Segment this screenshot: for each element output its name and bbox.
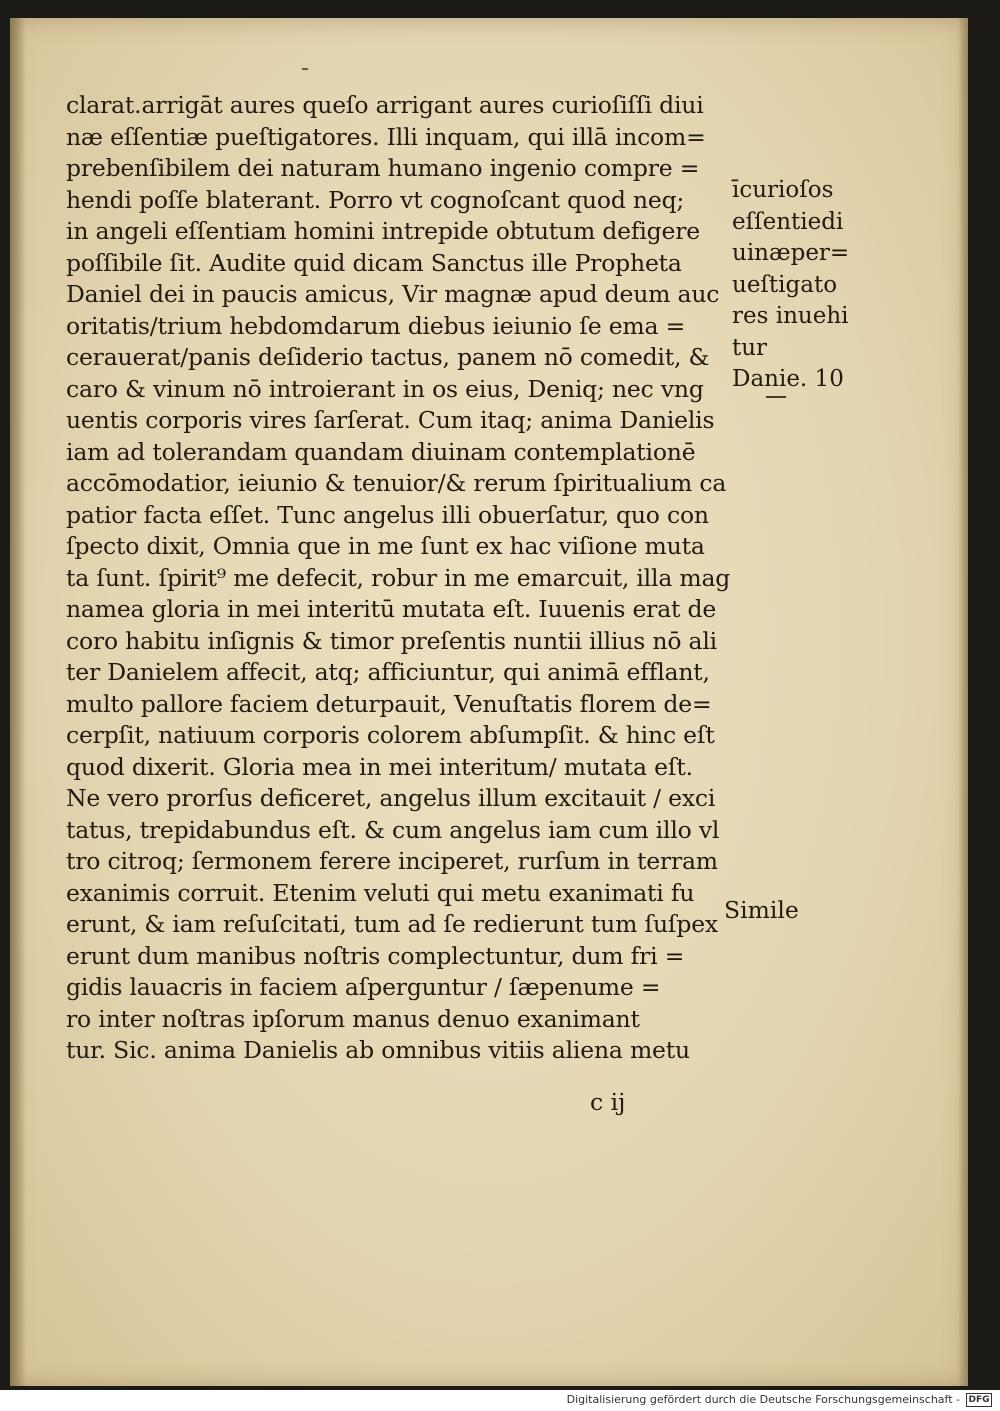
dfg-logo: DFG [966, 1393, 992, 1407]
text-line: exanimis corruit. Etenim veluti qui metu exanimati fu [66, 878, 695, 907]
page-edge-left [10, 18, 26, 1386]
margin-note-line: res inuehi [732, 303, 849, 329]
margin-note-line: uinæper= [732, 240, 850, 266]
text-line: tur. Sic. anima Danielis ab omnibus vitiis aliena metu [66, 1036, 690, 1064]
text-line: erunt, & iam reſuſcitati, tum ad ſe redierunt tum ſuſpex [66, 910, 718, 938]
text-line: Ne vero prorſus deficeret, angelus illum excitauit / exci [66, 784, 716, 812]
text-line: quod dixerit. Gloria mea in mei interitum/ mutata eſt. [66, 752, 693, 781]
signature-mark: c ij [590, 1088, 626, 1116]
margin-notes [732, 175, 860, 398]
text-line: in angeli eſſentiam homini intrepide obtutum defigere [66, 217, 700, 245]
page-edge-right [958, 18, 968, 1386]
text-line: cerauerat/panis deſiderio tactus, panem nō comedit, & [66, 343, 710, 371]
text-line: ſpecto dixit, Omnia que in me ſunt ex hac viſione muta [66, 532, 705, 560]
text-line: uentis corporis vires ſarſerat. Cum itaq; anima Danielis [66, 406, 715, 434]
margin-note-line: eſſentiedi [732, 208, 844, 235]
main-text [66, 90, 738, 1067]
margin-note-line: tur [732, 334, 768, 361]
footer-credit: Digitalisierung gefördert durch die Deutsche Forschungsgemeinschaft - [566, 1393, 960, 1406]
text-line: iam ad tolerandam quandam diuinam contemplationē [66, 437, 696, 466]
text-line: oritatis/trium hebdomdarum diebus ieiunio ſe ema = [66, 311, 686, 340]
margin-note-simile: Simile [724, 896, 799, 924]
text-line: patior facta eſſet. Tunc angelus illi obuerſatur, quo con [66, 500, 709, 529]
text-line: gidis lauacris in faciem aſperguntur / ſæpenume = [66, 973, 661, 1001]
text-line: tro citroq; ſermonem ferere inciperet, rurſum in terram [66, 847, 718, 875]
text-line: multo pallore faciem deturpauit, Venuſtatis florem de= [66, 689, 712, 718]
text-line: prebenſibilem dei naturam humano ingenio compre = [66, 154, 700, 182]
text-line: poſſibile ſit. Audite quid dicam Sanctus ille Propheta [66, 248, 682, 277]
text-line: caro & vinum nō introierant in os eius, Deniq; nec vng [66, 374, 704, 403]
margin-note-reference: Danie. 10 [732, 366, 844, 392]
text-line: næ eſſentiæ pueſtigatores. Illi inquam, qui illā incom= [66, 122, 706, 151]
text-line: accōmodatior, ieiunio & tenuior/& rerum ſpiritualium ca [66, 469, 727, 497]
text-line: coro habitu inſignis & timor preſentis nuntii illius nō ali [66, 626, 717, 655]
book-page [10, 18, 968, 1386]
text-line: tatus, trepidabundus eſt. & cum angelus iam cum illo vl [66, 815, 720, 844]
text-line: cerpſit, natiuum corporis colorem abſumpſit. & hinc eſt [66, 721, 715, 749]
text-line: namea gloria in mei interitū mutata eſt. Iuuenis erat de [66, 595, 717, 623]
text-line: Daniel dei in paucis amicus, Vir magnæ apud deum auc [66, 280, 720, 308]
footer-bar [0, 1390, 1000, 1411]
text-line: clarat.arrigāt aures queſo arrigant aures curioſiſſi diui [66, 91, 704, 119]
page-mark [302, 68, 308, 70]
margin-note-line: īcurioſos [732, 177, 834, 203]
margin-note-line: ueſtigato [732, 271, 838, 298]
margin-rule [766, 396, 786, 398]
text-line: ro inter noſtras ipſorum manus denuo exanimant [66, 1004, 640, 1033]
text-line: hendi poſſe blaterant. Porro vt cognoſcant quod neq; [66, 185, 685, 214]
text-line: ter Danielem affecit, atq; afficiuntur, qui animā efflant, [66, 658, 710, 686]
text-line: ta ſunt. ſpirit⁹ me defecit, robur in me emarcuit, illa mag [66, 563, 731, 592]
text-line: erunt dum manibus noſtris complectuntur, dum fri = [66, 941, 685, 970]
